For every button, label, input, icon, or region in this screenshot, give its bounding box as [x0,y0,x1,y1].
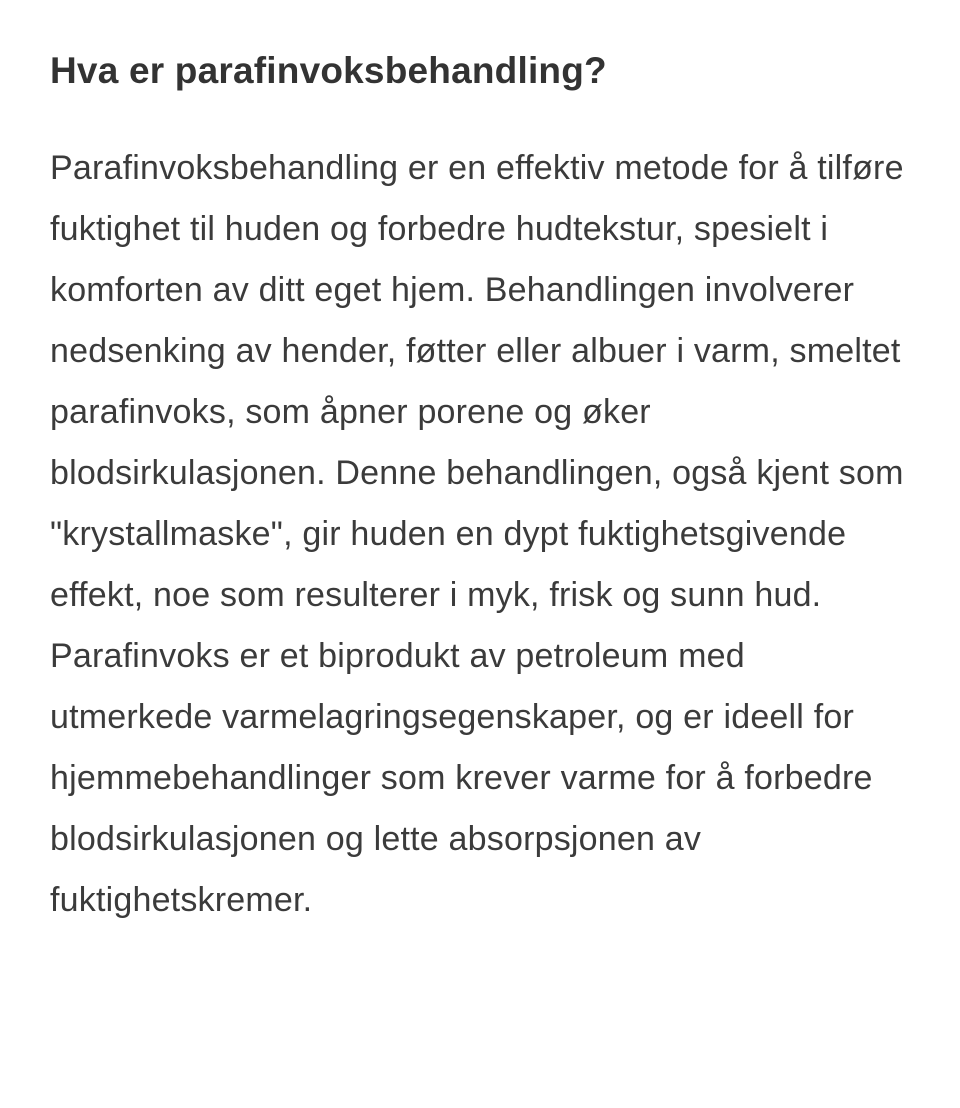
body-paragraph: Parafinvoksbehandling er en effektiv metode for å tilføre fuktighet til huden og forbedre hudtekstur, spesielt i komforten av ditt eget hjem. Behandlingen involverer nedsenking av hender, føtter eller albuer i varm, smeltet parafinvoks, som åpner porene og øker blodsirkulasjonen. Denne behandlingen, også kjent som "krystallmaske", gir huden en dypt fuktighetsgivende effekt, noe som resulterer i myk, frisk og sunn hud. Parafinvoks er et biprodukt av petroleum med utmerkede varmelagringsegenskaper, og er ideell for hjemmebehandlinger som krever varme for å forbedre blodsirkulasjonen og lette absorpsjonen av fuktighetskremer. [50,149,904,920]
page-title: Hva er parafinvoksbehandling? [50,50,607,91]
